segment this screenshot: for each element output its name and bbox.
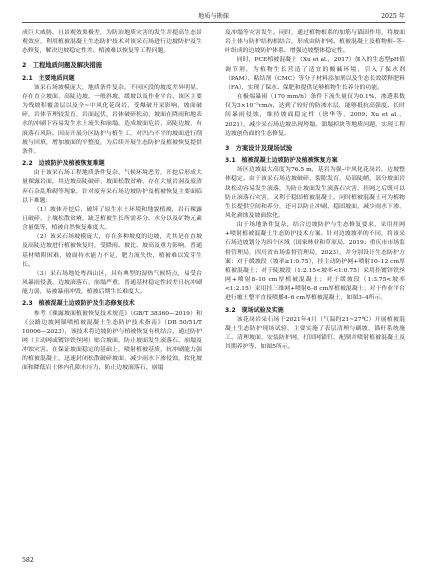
page-header <box>22 8 405 23</box>
subsection-heading: 2.1 主要地质问题 <box>22 74 75 82</box>
section-heading: 3 方案设计及现场试验 <box>225 144 293 152</box>
paragraph: 在极端暴雨（170 mm/h）条件下流失量仅为0.1%，渗透系数仅为3×10⁻⁵cm/s，达到了较好的防渗水层，能够抵抗高强度、长时间暴雨侵蚀，维持坡面稳定性（徐华等，2009；Xu et al.，2021），减少采石场边坡出现垮塌、溜塌掉块等地质问题，实现工程边坡创伤面的生态修复。 <box>225 94 405 137</box>
paragraph: 该花岗岩采石场于2021年4月（气温约21~27℃）开展植被混凝土生态防护现场试验，主要实施了表层清理与刷坡、锚杆系统施工、清理坡面、安装防护网，打固网锚钉、配制并喷射植被混凝土及其期养护等，如图5所示。 <box>225 316 405 351</box>
paragraph: 由于场地条件复杂，结合边坡防护与生态修复要求，采用挂网+喷射植被混凝土生态防护技术方案。针对边坡坡率的不同，将该采石场边坡划分为四个区域（国家林业和草原局，2019；重庆市市场监督管理局，四川省市场监督管理局，2023），并分别设计生态防护方案：对于缓坡段（坡率≥1:0.75），挂主动防护网+喷射10–12 cm厚植被混凝土；对于陡坡段（1:2.15<坡率<1:0.75）采用挂镀锌铁丝网+喷射8–10 cm厚植被混凝土；对于缓坡段（1:3.75<坡率<1:2.15）采用挂三维网+喷射6–8 cm厚植被混凝土；对于作业平台进行覆土整平直接喷播4–6 cm厚植被混凝土，如图3–4所示。 <box>225 222 405 302</box>
paragraph: （3）采石场地处粤西山区，具有典型的湿热气候特点，易受台风暴雨侵袭，边坡滚落石、崩塌严重，普通基材稳定性较差且抗冲刷能力弱，易被暴雨冲毁，植被后期生长难度大。 <box>22 270 202 296</box>
paragraph: 成巨大威胁，且景观效果极差，为防治地质灾害的发生并提高生态景观效应，利用植被混凝土生态防护技术对该采石场进行边坡防护及生态修复，解决边坡稳定性差、植被难以恢复等工程问题。 <box>22 30 202 55</box>
subsection-heading: 3.1 植被混凝土边坡防护及植被恢复方案 <box>225 157 338 165</box>
paragraph: 参考《裸露坡面植被恢复技术规范》（GB/T 38360—2019）和《公路边坡网锚喷植被混凝土生态防护技术指南》（DB 50/51/T 10006—2023），该技术将边坡防护与植被恢复有机结合，通过防护网（主动网或镀锌铁丝网）贴合坡面，防止坡面发生滚落石、崩塌及冲蚀灾害。在保证坡面稳定的基础上，喷射植被基质，抗冲刷能力强的植被混凝土，迅速封闭松散破碎坡面，减少雨水下渗侵蚀，软化坡面和降低岩土体内孔隙水压力，防止边坡滚落石、崩塌 <box>22 310 202 372</box>
left-column <box>22 29 202 374</box>
page-number: 582 <box>22 557 34 564</box>
paragraph: （1）坡体开挖后，破坏了原生水土环境和地貌植被，岩石裸露且破碎、土壤松散贫瘠，缺乏植被生长所需养分、水分以及矿物元素含量低等，植被自然恢复难度大。 <box>22 206 202 232</box>
subsection-heading: 2.2 边坡防护及植被恢复难题 <box>22 160 105 168</box>
section-heading: 2 工程地质问题及解决措施 <box>22 62 102 70</box>
subsection-heading: 3.2 现场试验及实施 <box>225 306 284 314</box>
paragraph: 同时，PCE植被混凝土（Xu et al.，2017）加入的生态型pH值调节剂，为植物生长营造了适宜的酸碱环境，引入了保水剂（PAM）、粘结剂（CMC）等分子材料添加剂以及生态长效缓释肥料（FA），实现了保水、保肥和提供足够植物生长养分的功能。 <box>225 57 405 91</box>
paragraph: 该采石场坡模庞大，地质条件复杂，不同区段的坡度差异明显，存在直立坡面、高陡边坡、一般斜坡、缓坡以及作业平台。该区主要为残坡积覆盖层以及全~中风化花岗岩，受爆破开采影响，坡面破碎，岩体节理较发育，岩面起伏，岩体破碎松动，坡面在降雨和地表水的冲刷下容易发生水土流失和崩塌，造成坡面危岩、高陡边坡，有滚落石风险。因而开展分区防护与植生工，对凹凸不平的坡面进行削坡与回填，增加坡面的平整度，为后续开展生态防护及植被恢复提供条件。 <box>22 84 202 155</box>
paragraph: （2）该采石场坡模庞大，存在多种坡度的边坡，尤其是在直坡及高陡边坡进行植被恢复时，受降雨、坡比、坡高及重力影响，普通基材喷附困难，坡面持水能力不足，肥力流失快，植被难以发芽生长。 <box>22 234 202 268</box>
subsection-heading: 2.3 植被混凝土边坡防护及生态修复技术 <box>22 300 135 308</box>
paragraph: 由于该采石场工程地质条件复杂、气候环境恶劣，开挖后形成大量裸露岩面，其边坡高陡破碎、坡面松散贫瘠，存在大量岩洞及废渣弃石杂乱堆砌等现象，针对废弃采石场边坡防护及植被恢复主要面临以下难题： <box>22 170 202 204</box>
right-column <box>225 29 405 352</box>
paragraph: 及冲塌等灾害发生。同时，通过植物根系的加筋与锚固作用，将坡面岩土体与防护结构相结合，形成由防护网、植被混凝土及植物根–茎–叶组成的边坡防护体系，增强边坡整体稳定性。 <box>225 30 405 55</box>
journal-year: 2025 年 <box>381 13 405 20</box>
paragraph: 场区边坡最大高度为76.5 m，基岩为强–中风化花岗岩，边坡整体稳定。由于该采石场边坡破碎、裂隙发育，局部陡峭，部分坡面岩块松动容易发生滚落，为防止坡面发生滚落石灾害，挂网之后既可以防止滚落石灾害，又利于稳固植被混凝土。同时植被混凝土可为植物生长提供空间和养分，还可以防止冲刷、稳固坡面，减少雨水下渗、风化剥蚀及坡面软化。 <box>225 167 405 219</box>
journal-name: 地质与勘探 <box>198 13 229 20</box>
